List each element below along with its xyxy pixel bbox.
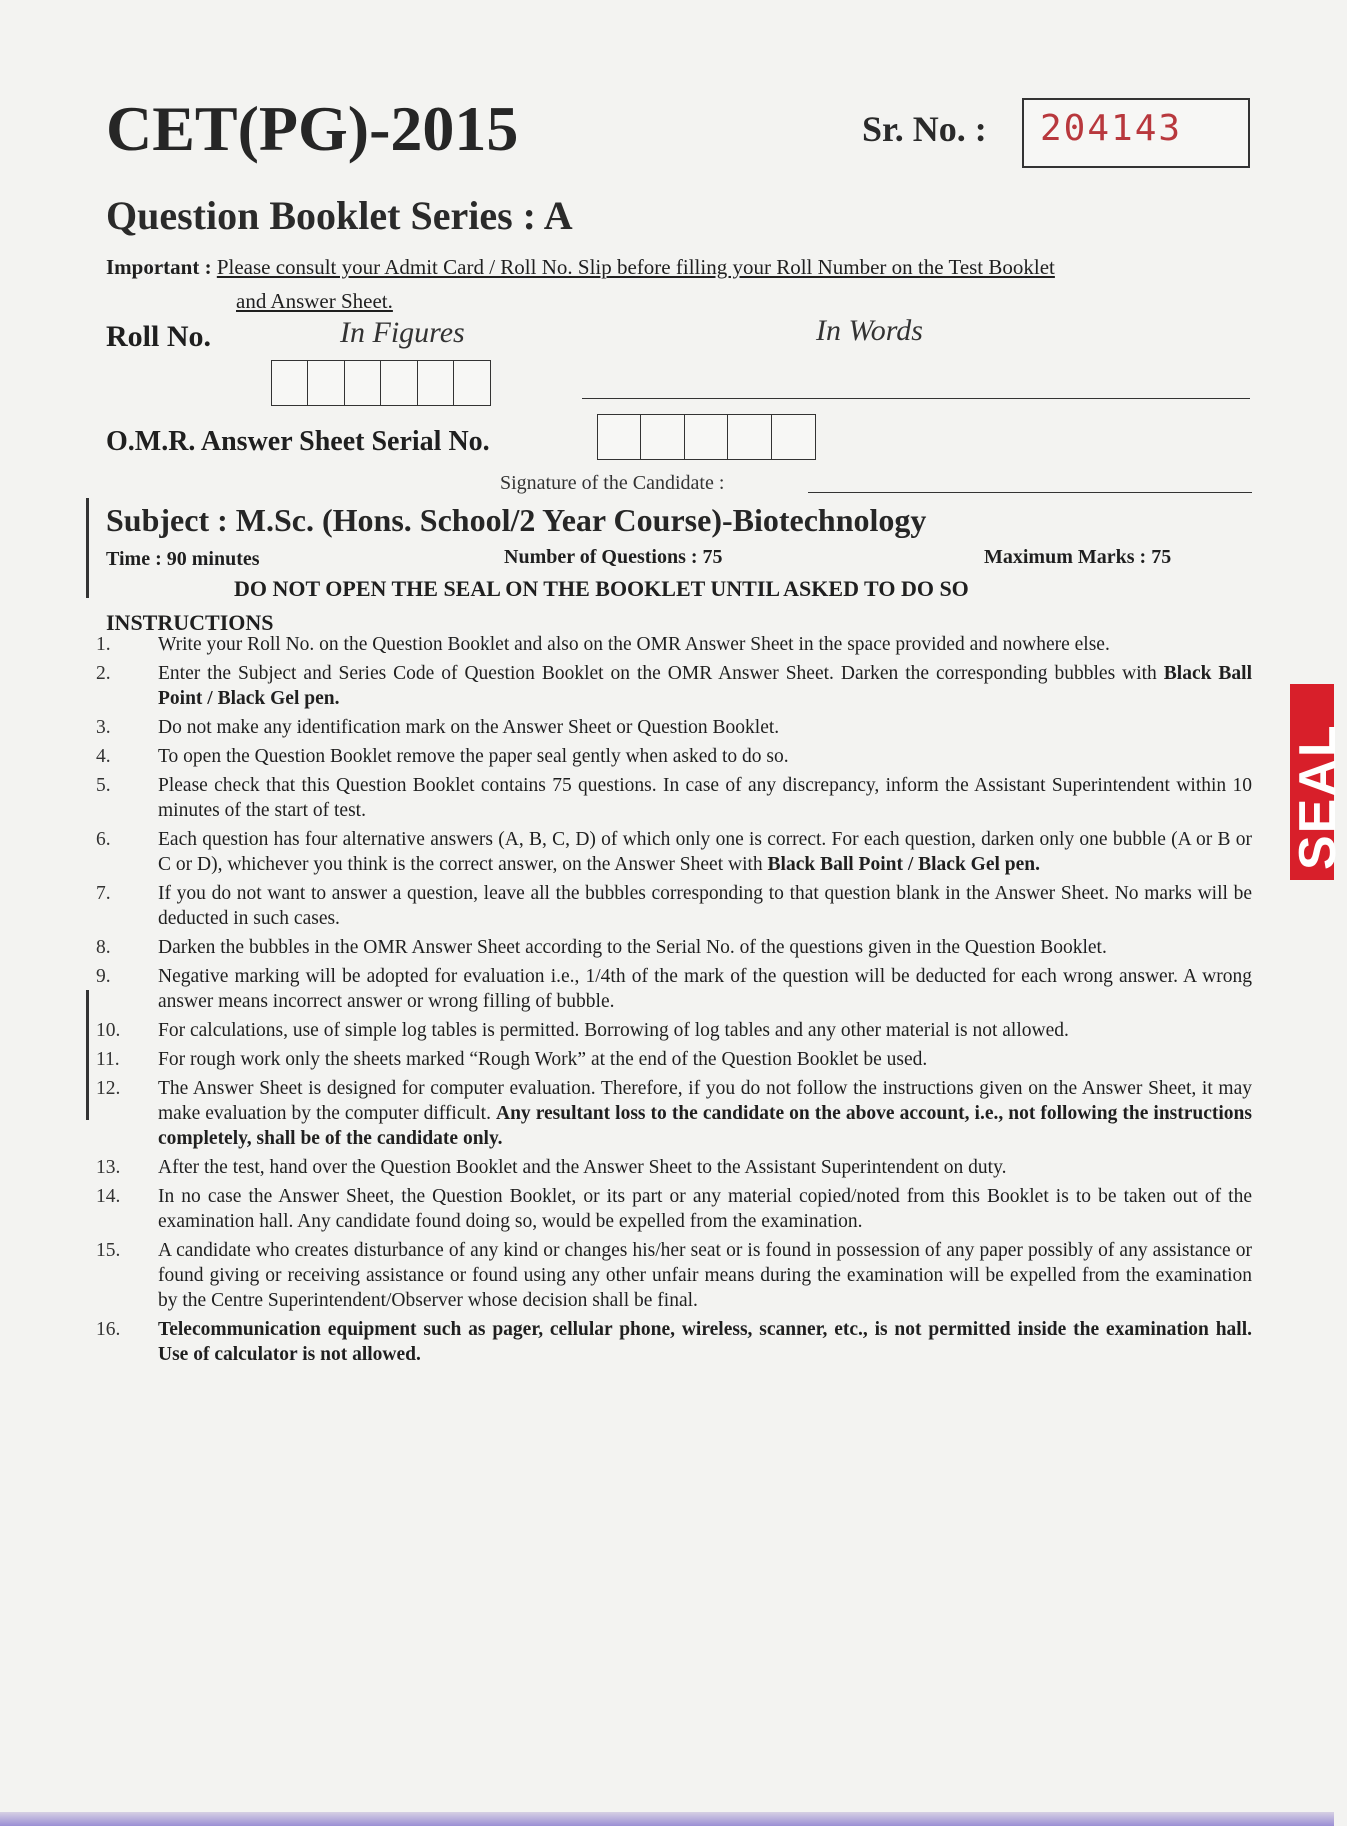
instruction-item: [96, 773, 1252, 823]
instruction-text-plain: In no case the Answer Sheet, the Question Booklet, or its part or any material copied/noted from this Booklet is to be taken out of the examination hall. Any candidate found doing so, would be expelled from the examination.: [158, 1186, 1252, 1232]
instruction-text-plain: Darken the bubbles in the OMR Answer Sheet according to the Serial No. of the questions given in the Question Booklet.: [158, 937, 1107, 958]
signature-line[interactable]: [808, 492, 1252, 493]
signature-label: Signature of the Candidate :: [500, 472, 725, 494]
instruction-number: 7.: [96, 883, 111, 904]
instruction-number: 1.: [96, 634, 111, 655]
in-figures-label: In Figures: [340, 316, 465, 349]
instruction-number: 3.: [96, 717, 111, 738]
omr-serial-label: O.M.R. Answer Sheet Serial No.: [106, 426, 490, 457]
instruction-number: 15.: [96, 1240, 121, 1261]
instruction-item: [96, 935, 1252, 960]
instruction-number: 2.: [96, 663, 111, 684]
number-of-questions: Number of Questions : 75: [504, 546, 723, 568]
roll-digit-box[interactable]: [271, 360, 309, 406]
instruction-item: [96, 715, 1252, 740]
important-note: [106, 250, 1246, 318]
instruction-number: 11.: [96, 1049, 120, 1070]
instruction-text-bold: Black Ball Point / Black Gel pen.: [767, 854, 1041, 875]
omr-serial-boxes[interactable]: [598, 414, 816, 460]
instruction-text-bold: Black Ball Point / Black Gel pen.: [158, 663, 1252, 709]
important-text-line2: and Answer Sheet.: [236, 289, 393, 313]
roll-digit-box[interactable]: [417, 360, 455, 406]
instruction-item: [96, 1076, 1252, 1151]
instruction-item: [96, 632, 1252, 657]
instruction-text: [158, 935, 1252, 960]
instruction-item: [96, 827, 1252, 877]
instruction-text-plain: After the test, hand over the Question Booklet and the Answer Sheet to the Assistant Superintendent on duty.: [158, 1157, 1007, 1178]
instruction-text: [158, 1317, 1252, 1367]
instruction-number: 10.: [96, 1020, 121, 1041]
instruction-text: [158, 1238, 1252, 1313]
instruction-number: 6.: [96, 829, 111, 850]
instruction-text-plain: Write your Roll No. on the Question Booklet and also on the OMR Answer Sheet in the space provided and nowhere else.: [158, 634, 1110, 655]
roll-digit-box[interactable]: [453, 360, 491, 406]
roll-digit-box[interactable]: [307, 360, 345, 406]
serial-number-value: 204143: [1040, 108, 1183, 149]
instruction-item: [96, 1317, 1252, 1367]
instruction-text: [158, 661, 1252, 711]
instruction-text: [158, 1184, 1252, 1234]
instruction-text-plain: Please check that this Question Booklet contains 75 questions. In case of any discrepancy, inform the Assistant Superintendent within 10 minutes of the start of test.: [158, 775, 1252, 821]
exam-title: CET(PG)-2015: [106, 93, 519, 164]
instruction-text: [158, 964, 1252, 1014]
instruction-item: [96, 1184, 1252, 1234]
booklet-series: Question Booklet Series : A: [106, 193, 573, 238]
instruction-text: [158, 744, 1252, 769]
instruction-item: [96, 744, 1252, 769]
seal-notice: DO NOT OPEN THE SEAL ON THE BOOKLET UNTIL ASKED TO DO SO: [234, 576, 969, 601]
margin-mark: [86, 990, 89, 1120]
instruction-text-plain: Negative marking will be adopted for evaluation i.e., 1/4th of the mark of the question will be deducted for each wrong answer. A wrong answer means incorrect answer or wrong filling of bubble.: [158, 966, 1252, 1012]
scan-edge-strip: [0, 1812, 1334, 1826]
roll-number-label: Roll No.: [106, 320, 211, 353]
instruction-item: [96, 1238, 1252, 1313]
instruction-text-plain: For calculations, use of simple log tables is permitted. Borrowing of log tables and any other material is not allowed.: [158, 1020, 1069, 1041]
margin-mark: [86, 498, 89, 598]
roll-number-figure-boxes[interactable]: [272, 360, 491, 406]
instruction-text: [158, 715, 1252, 740]
important-text-line1: Please consult your Admit Card / Roll No. Slip before filling your Roll Number on the Test Booklet: [216, 255, 1055, 279]
instruction-text-bold: Telecommunication equipment such as pager, cellular phone, wireless, scanner, etc., is not permitted inside the examination hall. Use of calculator is not allowed.: [158, 1319, 1252, 1365]
instruction-text-plain: Each question has four alternative answers (A, B, C, D) of which only one is correct. For each question, darken only one bubble (A or B or C or D), whichever you think is the correct answer, on the Answer Sheet with: [158, 829, 1252, 875]
instruction-text-plain: The Answer Sheet is designed for computer evaluation. Therefore, if you do not follow the instructions given on the Answer Sheet, it may make evaluation by the computer difficult.: [158, 1078, 1252, 1124]
instruction-number: 5.: [96, 775, 111, 796]
instruction-item: [96, 964, 1252, 1014]
instruction-text: [158, 773, 1252, 823]
instruction-text: [158, 881, 1252, 931]
instruction-text-plain: Do not make any identification mark on the Answer Sheet or Question Booklet.: [158, 717, 780, 738]
instruction-text: [158, 632, 1252, 657]
seal-label: SEAL: [1289, 723, 1347, 870]
instruction-item: [96, 661, 1252, 711]
instruction-text: [158, 1155, 1252, 1180]
instruction-item: [96, 1155, 1252, 1180]
instruction-text-plain: A candidate who creates disturbance of any kind or changes his/her seat or is found in possession of any paper possibly of any assistance or found giving or receiving assistance or found using any other unfair means during the examination will be expelled from the examination by the Centre Superintendent/Observer whose decision shall be final.: [158, 1240, 1252, 1311]
instruction-number: 8.: [96, 937, 111, 958]
time-allowed: Time : 90 minutes: [106, 548, 260, 570]
instruction-text-plain: Enter the Subject and Series Code of Question Booklet on the OMR Answer Sheet. Darken the corresponding bubbles with: [158, 663, 1164, 684]
instruction-text: [158, 827, 1252, 877]
instruction-number: 4.: [96, 746, 111, 767]
subject-line: Subject : M.Sc. (Hons. School/2 Year Course)-Biotechnology: [106, 502, 927, 538]
omr-digit-box[interactable]: [727, 414, 772, 460]
omr-digit-box[interactable]: [771, 414, 816, 460]
instruction-item: [96, 1018, 1252, 1043]
roll-digit-box[interactable]: [380, 360, 418, 406]
instruction-item: [96, 1047, 1252, 1072]
instruction-number: 16.: [96, 1319, 121, 1340]
omr-digit-box[interactable]: [684, 414, 729, 460]
roll-number-words-line[interactable]: [582, 398, 1250, 399]
omr-digit-box[interactable]: [640, 414, 685, 460]
important-label: Important :: [106, 255, 212, 279]
instruction-text-bold: Any resultant loss to the candidate on the above account, i.e., not following the instructions completely, shall be of the candidate only.: [158, 1103, 1252, 1149]
instruction-text-plain: For rough work only the sheets marked “Rough Work” at the end of the Question Booklet be used.: [158, 1049, 928, 1070]
instruction-text-plain: If you do not want to answer a question, leave all the bubbles corresponding to that question blank in the Answer Sheet. No marks will be deducted in such cases.: [158, 883, 1252, 929]
instruction-item: [96, 881, 1252, 931]
instruction-text-plain: To open the Question Booklet remove the paper seal gently when asked to do so.: [158, 746, 789, 767]
instructions-heading: INSTRUCTIONS: [106, 610, 274, 635]
instruction-number: 14.: [96, 1186, 121, 1207]
instruction-number: 9.: [96, 966, 111, 987]
in-words-label: In Words: [816, 314, 923, 347]
maximum-marks: Maximum Marks : 75: [984, 546, 1172, 568]
instruction-text: [158, 1018, 1252, 1043]
instruction-text: [158, 1047, 1252, 1072]
instruction-number: 13.: [96, 1157, 121, 1178]
instruction-text: [158, 1076, 1252, 1151]
serial-number-label: Sr. No. :: [862, 109, 987, 149]
roll-digit-box[interactable]: [344, 360, 382, 406]
instruction-number: 12.: [96, 1078, 121, 1099]
omr-digit-box[interactable]: [597, 414, 642, 460]
instructions-list: [96, 632, 1252, 1371]
